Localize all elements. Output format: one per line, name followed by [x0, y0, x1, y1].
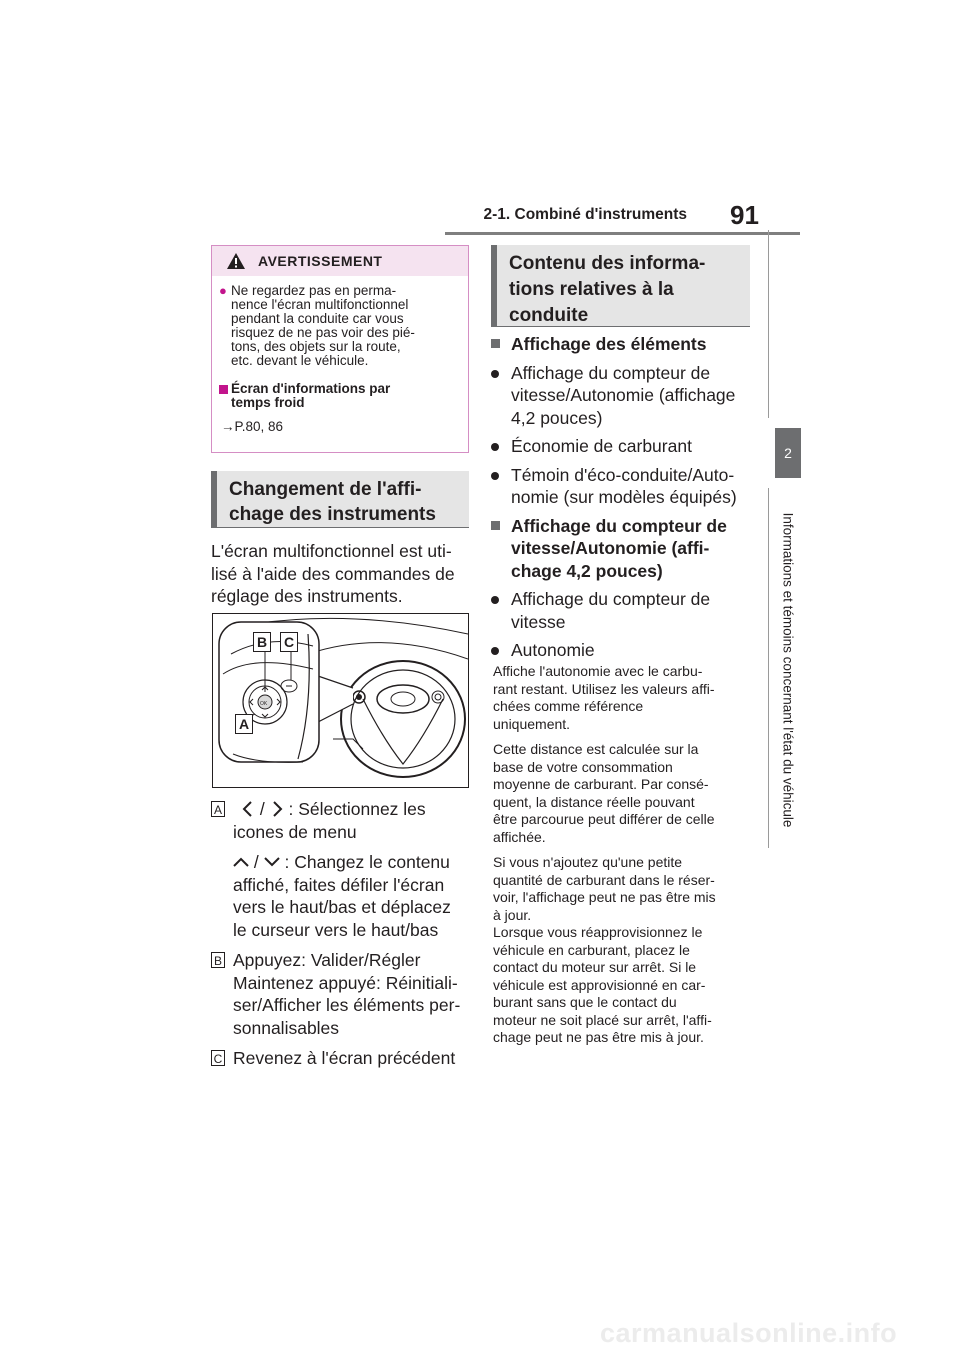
page-number: 91 [730, 200, 759, 230]
item-a-updown: / : Changez le contenu affiché, faites défiler l'écran vers le haut/bas et déplacez le curseur vers le haut/bas [233, 852, 451, 940]
item-c: C Revenez à l'écran précédent [211, 1047, 476, 1070]
bullet-dot-icon [491, 647, 499, 655]
bullet-eco-indicator: Témoin d'éco-conduite/Auto- nomie (sur modèles équipés) [491, 464, 753, 509]
warning-title: AVERTISSEMENT [258, 253, 383, 269]
warning-page-ref: →P.80, 86 [221, 419, 284, 434]
steering-wheel-illustration [212, 613, 469, 788]
section-header: 2-1. Combiné d'instruments [483, 206, 687, 223]
chapter-title-vertical: Informations et témoins concernant l'état du véhicule [780, 512, 796, 828]
right-column [491, 333, 753, 662]
chevron-up-icon [233, 856, 249, 868]
warning-body [221, 284, 461, 434]
range-note-1: Affiche l'autonomie avec le carbu- rant restant. Utilisez les valeurs affi- chées comme référence uniquement. [493, 663, 715, 732]
watermark: carmanualsonline.info [600, 1318, 898, 1348]
header-rule [445, 232, 800, 235]
bullet-dot-icon: ● [219, 283, 227, 298]
bullet-dot-icon [491, 443, 499, 451]
warning-triangle-icon [226, 252, 246, 270]
chevron-left-icon [241, 801, 255, 817]
bullet-fuel-economy: Économie de carburant [491, 435, 753, 458]
square-bullet-icon [491, 521, 500, 530]
square-bullet-icon [491, 339, 500, 348]
bullet-dot-icon [491, 370, 499, 378]
range-note-2: Cette distance est calculée sur la base de votre consommation moyenne de carburant. Par consé- quent, la distance réelle pouvant être parcourue peut différer de celle affichée. [493, 741, 715, 845]
chapter-number-tab: 2 [775, 428, 801, 478]
bullet-speedometer-range: Affichage du compteur de vitesse/Autonomie (affichage 4,2 pouces) [491, 362, 753, 430]
heading-speedometer-range: Affichage du compteur de vitesse/Autonomie (affi- chage 4,2 pouces) [491, 515, 753, 583]
label-c-box: C [211, 1050, 225, 1066]
bullet-dot-icon [491, 472, 499, 480]
warning-subheading: Écran d'informations par temps froid [221, 382, 461, 410]
range-note-3: Si vous n'ajoutez qu'une petite quantité de carburant dans le réser- voir, l'affichage peut ne pas être mis à jour. Lorsque vous réapprovisionnez le véhicule en carburant, placez le contact du moteur sur arrêt. Si le véhicule est approvisionné en car- burant sans que le contact du moteur ne soit placé sur arrêt, l'affi- chage peut ne pas être mis à jour. [493, 854, 716, 1045]
item-a: A / : Sélectionnez les icones de menu [211, 798, 476, 843]
item-b: B Appuyez: Valider/Régler Maintenez appuyé: Réinitiali- ser/Afficher les éléments per- sonnalisables [211, 949, 476, 1039]
section-heading-driving-info: Contenu des informa- tions relatives à la conduite [491, 245, 750, 327]
controls-description [211, 798, 476, 1070]
steering-controls-drawing [213, 614, 468, 787]
section-heading-change-display: Changement de l'affi- chage des instruments [211, 471, 469, 528]
warning-bullet: ● Ne regardez pas en perma- nence l'écran multifonctionnel pendant la conduite car vous risquez de ne pas voir des pié- tons, des objets sur la route, etc. devant le véhicule. [219, 283, 415, 368]
svg-text:OK: OK [260, 701, 268, 707]
bullet-speedometer: Affichage du compteur de vitesse [491, 588, 753, 633]
label-a-box: A [211, 801, 225, 817]
arrow-right-icon: → [221, 419, 235, 434]
figure-label-b: B [253, 632, 271, 652]
bullet-range: Autonomie [491, 639, 753, 662]
chevron-right-icon [270, 801, 284, 817]
label-b-box: B [211, 952, 225, 968]
figure-label-c: C [280, 632, 298, 652]
heading-display-items: Affichage des éléments [491, 333, 753, 356]
intro-paragraph: L'écran multifonctionnel est uti- lisé à l'aide des commandes de réglage des instruments. [211, 541, 455, 606]
bullet-dot-icon [491, 596, 499, 604]
figure-label-a: A [235, 714, 253, 734]
side-tab-line-top [768, 230, 769, 418]
chevron-down-icon [264, 856, 280, 868]
range-notes [493, 663, 755, 1047]
side-tab-line-bottom [768, 488, 769, 848]
square-bullet-icon [219, 385, 228, 394]
